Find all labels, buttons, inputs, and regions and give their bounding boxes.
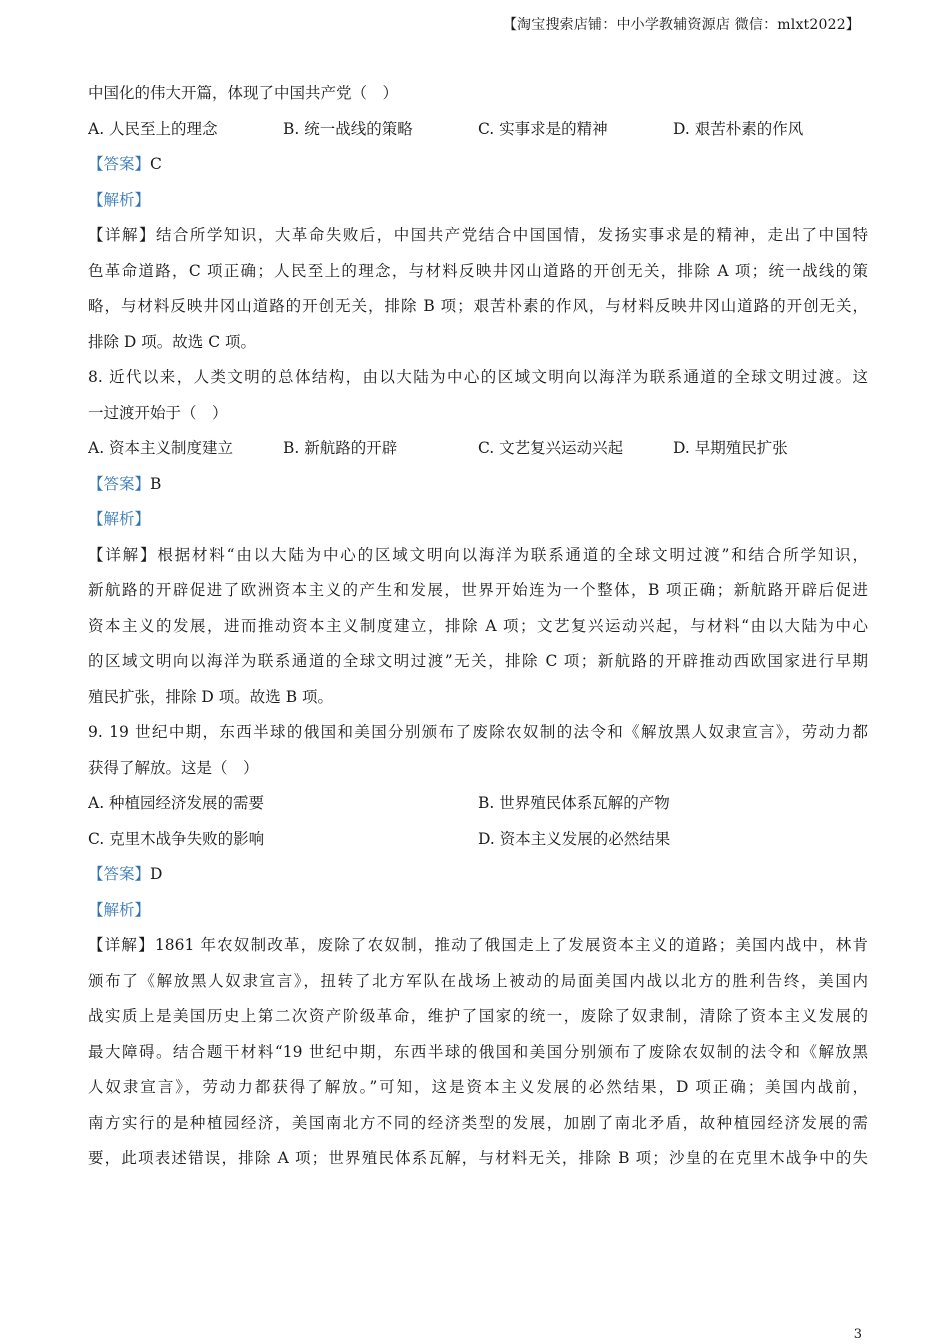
q9-detail-line-6: 南方实行的是种植园经济，美国南北方不同的经济类型的发展，加剧了南北矛盾，故种植园经济发展的需 [88,1113,868,1132]
q9-option-a: A. 种植园经济发展的需要 [88,794,265,812]
q9-answer [88,857,868,893]
q9-detail-line-2: 颁布了《解放黑人奴隶宣言》，扭转了北方军队在战场上被动的局面美国内战以北方的胜利告终，美国内 [88,971,868,990]
q9-option-c: C. 克里木战争失败的影响 [88,829,265,848]
q8-option-c: C. 文艺复兴运动兴起 [478,439,624,457]
q7-stem-tail: 中国化的伟大开篇，体现了中国共产党（ ） [88,84,399,102]
q8-stem-line-2: 一过渡开始于（ ） [88,403,228,422]
q7-detail-line-1 [88,218,868,254]
q9-detail-line-1 [88,928,868,964]
q8-detail-line-4: 的区域文明向以海洋为联系通道的全球文明过渡”无关，排除 C 项；新航路的开辟推动西欧国家进行早期 [88,652,868,670]
q9-analysis [88,893,868,929]
q9-stem-line-1: 9. 19 世纪中期，东西半球的俄国和美国分别颁布了废除农奴制的法令和《解放黑人奴隶宣言》，劳动力都 [88,723,868,741]
detail-tag: 【详解】 [88,936,155,954]
answer-tag: 【答案】 [88,865,151,883]
q9-detail-line-7: 要，此项表述错误，排除 A 项；世界殖民体系瓦解，与材料无关，排除 B 项；沙皇的在克里木战争中的失 [88,1149,868,1167]
answer-value: B [150,474,162,493]
analysis-tag: 【解析】 [88,510,151,528]
q7-option-c: C. 实事求是的精神 [478,119,608,138]
detail-tag: 【详解】 [88,545,158,564]
q8-answer [88,467,868,503]
answer-tag: 【答案】 [88,155,151,173]
q8-option-a: A. 资本主义制度建立 [88,439,234,457]
q7-option-b: B. 统一战线的策略 [283,119,413,138]
q9-option-d: D. 资本主义发展的必然结果 [478,829,671,848]
q9-option-b: B. 世界殖民体系瓦解的产物 [478,794,670,812]
detail-text: 结合所学知识，大革命失败后，中国共产党结合中国国情，发扬实事求是的精神，走出了中国特 [155,226,868,244]
answer-value: D [150,865,163,883]
q9-options-row-1 [88,786,868,822]
page-header: 【淘宝搜索店铺：中小学教辅资源店 微信：mlxt2022】 [502,17,860,33]
q7-options [88,112,868,148]
q8-option-b: B. 新航路的开辟 [283,439,398,457]
q7-detail-line-2: 色革命道路，C 项正确；人民至上的理念，与材料反映井冈山道路的开创无关，排除 A 项；统一战线的策 [88,261,868,280]
q7-option-a: A. 人民至上的理念 [88,119,218,138]
q9-detail-line-3: 战实质上是美国历史上第二次资产阶级革命，维护了国家的统一，废除了奴隶制，清除了资本主义发展的 [88,1007,868,1025]
q9-detail-line-4: 最大障碍。结合题干材料“19 世纪中期，东西半球的俄国和美国分别颁布了废除农奴制的法令和《解放黑 [88,1042,868,1061]
q8-detail-line-1 [88,538,868,574]
answer-tag: 【答案】 [88,474,151,493]
q8-detail-line-5: 殖民扩张，排除 D 项。故选 B 项。 [88,687,334,706]
q7-detail-line-4: 排除 D 项。故选 C 项。 [88,332,256,351]
q9-detail-line-5: 人奴隶宣言》，劳动力都获得了解放。”可知，这是资本主义发展的必然结果，D 项正确；美国内战前， [88,1078,868,1096]
q8-detail-line-3: 资本主义的发展，进而推动资本主义制度建立，排除 A 项；文艺复兴运动兴起，与材料“由以大陆为中心 [88,616,868,635]
page-number: 3 [853,1327,862,1342]
q9-options-row-2 [88,822,868,858]
q7-detail-line-3: 略，与材料反映井冈山道路的开创无关，排除 B 项；艰苦朴素的作风，与材料反映井冈山道路的开创无关， [88,297,868,315]
q8-stem-line-1: 8. 近代以来，人类文明的总体结构，由以大陆为中心的区域文明向以海洋为联系通道的全球文明过渡。这 [88,368,868,386]
document-body [88,76,868,1177]
analysis-tag: 【解析】 [88,190,151,209]
q8-options [88,431,868,467]
detail-tag: 【详解】 [88,226,156,244]
q8-option-d: D. 早期殖民扩张 [673,439,788,457]
q9-stem-line-2: 获得了解放。这是（ ） [88,758,259,777]
answer-value: C [150,155,162,173]
q7-option-d: D. 艰苦朴素的作风 [673,119,804,138]
detail-text: 1861 年农奴制改革，废除了农奴制，推动了俄国走上了发展资本主义的道路；美国内战中，林肯 [154,936,868,954]
q7-analysis [88,183,868,219]
q7-answer [88,147,868,183]
q8-detail-line-2: 新航路的开辟促进了欧洲资本主义的产生和发展，世界开始连为一个整体，B 项正确；新航路开辟后促进 [88,581,868,599]
detail-text: 根据材料“由以大陆为中心的区域文明向以海洋为联系通道的全球文明过渡”和结合所学知识， [157,545,868,564]
analysis-tag: 【解析】 [88,900,151,919]
q8-analysis [88,502,868,538]
